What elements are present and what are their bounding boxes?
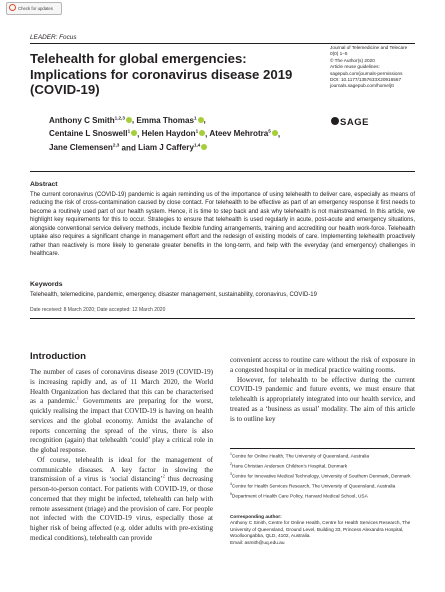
author[interactable]: Helen Haydon$^1$ <box>142 129 206 138</box>
affiliation-item: $^2$Hans Christian Andersen Children’s Hospital, Denmark <box>230 462 348 470</box>
header-rule <box>30 43 415 44</box>
paragraph: The number of cases of coronavirus disease 2019 (COVID-19) is increasing rapidly and, as of 11 March 2020, the World Health Organization has declared that this can be characterised as a pandemic.$^1$ Governments are preparing for the worst, quickly realising the impact that COVID-19 is having on health services and the global economy. Amidst the avalanche of reports concerning the spread of the virus, there is also recognition (again) that telehealth ‘could’ play a critical role in the global response. <box>30 368 213 454</box>
corresponding-author-label: Corresponding author: <box>230 515 282 520</box>
dates-line: Date received: 8 March 2020; Date accepted: 12 March 2020 <box>30 307 166 313</box>
abstract-text: The current coronavirus (COVID-19) pandemic is again reminding us of the importance of using telehealth to deliver care, especially as means of reducing the risk of cross-contamination caused by close contact. For telehealth to be effective as part of an emergency response it first needs to become a routinely used part of our health system. Hence, it is time to step back and ask why telehealth is not mainstreamed. In this article, we highlight key requirements for this to occur. Strategies to ensure that telehealth is used regularly in acute, post-acute and emergency situations, alongside conventional service delivery methods, include flexible funding arrangements, training and accrediting our health work-force. Telehealth uptake also requires a significant change in management effort and the redesign of existing models of care. Implementing telehealth proactively rather than reactively is more likely to generate greater benefits in the long-term, and help with the everyday (and emergency) challenges in healthcare. <box>30 192 415 258</box>
journal-home-link[interactable]: journals.sagepub.com/home/jtt <box>330 83 394 89</box>
abstract-top-rule <box>30 171 415 172</box>
right-column-text <box>230 356 415 424</box>
permissions-link[interactable]: sagepub.com/journals-permissions <box>330 70 403 76</box>
orcid-icon[interactable] <box>201 144 207 150</box>
article-type-label: LEADER: Focus <box>30 34 77 41</box>
corresponding-author <box>230 515 415 547</box>
copyright: © The Author(s) 2020 <box>330 57 375 63</box>
journal-info <box>330 45 430 90</box>
affiliations <box>230 451 415 501</box>
keywords-heading: Keywords <box>30 281 63 288</box>
author[interactable]: Anthony C Smith$^{1,2,3}$ <box>49 116 132 125</box>
author[interactable]: Emma Thomas$^1$ <box>136 116 203 125</box>
publisher-name: SAGE <box>340 117 369 128</box>
keywords-text: Telehealth, telemedicine, pandemic, emergency, disaster management, sustainability, coronavirus, COVID-19 <box>30 292 317 298</box>
author-list: Anthony C Smith$^{1,2,3}$ , Emma Thomas$^1$ , Centaine L Snoswell$^1$ , Helen Haydon$^1$ , Ateev Mehrotra$^5$ , Jane Clemensen$^{2,3}$ and Liam J Caffery$^{1,4}$ <box>49 115 281 153</box>
author[interactable]: Jane Clemensen$^{2,3}$ <box>49 142 120 153</box>
left-column-text <box>30 368 213 544</box>
reference-link[interactable]: 2 <box>162 473 165 479</box>
dates-rule <box>30 318 415 319</box>
reference-link[interactable]: 1 <box>76 395 79 401</box>
doi-link[interactable]: DOI: 10.1177/1357633X20916567 <box>330 77 402 83</box>
footnote-rule <box>230 448 415 449</box>
affiliation-item: $^4$Centre for Health Services Research, The University of Queensland, Australia <box>230 482 396 490</box>
author[interactable]: Liam J Caffery$^{1,4}$ <box>138 143 207 152</box>
corresponding-author-text: Anthony C Smith, Centre for Online Health, Centre for Health Services Research, The University of Queensland, Ground Level, Building 33, Princess Alexandra Hospital, Woolloongabba, QLD, 4102, Australia. <box>230 521 411 540</box>
introduction-heading: Introduction <box>30 351 86 362</box>
affiliation-item: $^1$Centre for Online Health, The University of Queensland, Australia <box>230 452 370 460</box>
corresponding-email-link[interactable]: Email: asmith@uq.edu.au <box>230 540 285 546</box>
author[interactable]: Centaine L Snoswell$^1$ <box>49 129 137 138</box>
reuse-guidelines-label: Article reuse guidelines: <box>330 64 380 70</box>
check-for-updates-label: Check for updates <box>18 6 53 11</box>
affiliation-item: $^3$Centre for Innovative Medical Technology, University of Southern Denmark, Denmark <box>230 472 411 480</box>
article-title: Telehealth for global emergencies: Implications for coronavirus disease 2019 (COVID-19) <box>30 51 293 98</box>
update-check-icon <box>9 4 16 11</box>
abstract-heading: Abstract <box>30 181 58 188</box>
paragraph: Of course, telehealth is ideal for the management of communicable diseases. A key factor in slowing the transmission of a virus is ‘social distancing’$^2$ thus decreasing person-to-person contact. For patients with COVID-19, or those concerned that they might be infected, telehealth can help with remote assessment (triage) and the provision of care. For people not infected with the COVID-19 virus, especially those at higher risk of being affected (e.g. older adults with pre-existing medical conditions), telehealth can provide <box>30 455 213 542</box>
author[interactable]: Ateev Mehrotra$^5$ <box>209 129 277 138</box>
journal-name: Journal of Telemedicine and Telecare <box>330 45 408 50</box>
journal-volume: 0(0) 1–5 <box>330 51 348 57</box>
check-for-updates-button[interactable] <box>6 2 62 15</box>
affiliation-item: $^5$Department of Health Care Policy, Harvard Medical School, USA <box>230 492 368 500</box>
orcid-icon[interactable] <box>126 117 132 123</box>
paragraph: However, for telehealth to be effective during the current COVID-19 pandemic and future events, we must ensure that telehealth is appropriately integrated into our health service, and treated as a ‘business as usual’ modality. The aim of this article is to outline key <box>230 375 415 423</box>
orcid-icon[interactable] <box>198 117 204 123</box>
paragraph: convenient access to routine care without the risk of exposure in a congested hospital or in medical practice waiting rooms. <box>230 356 415 374</box>
